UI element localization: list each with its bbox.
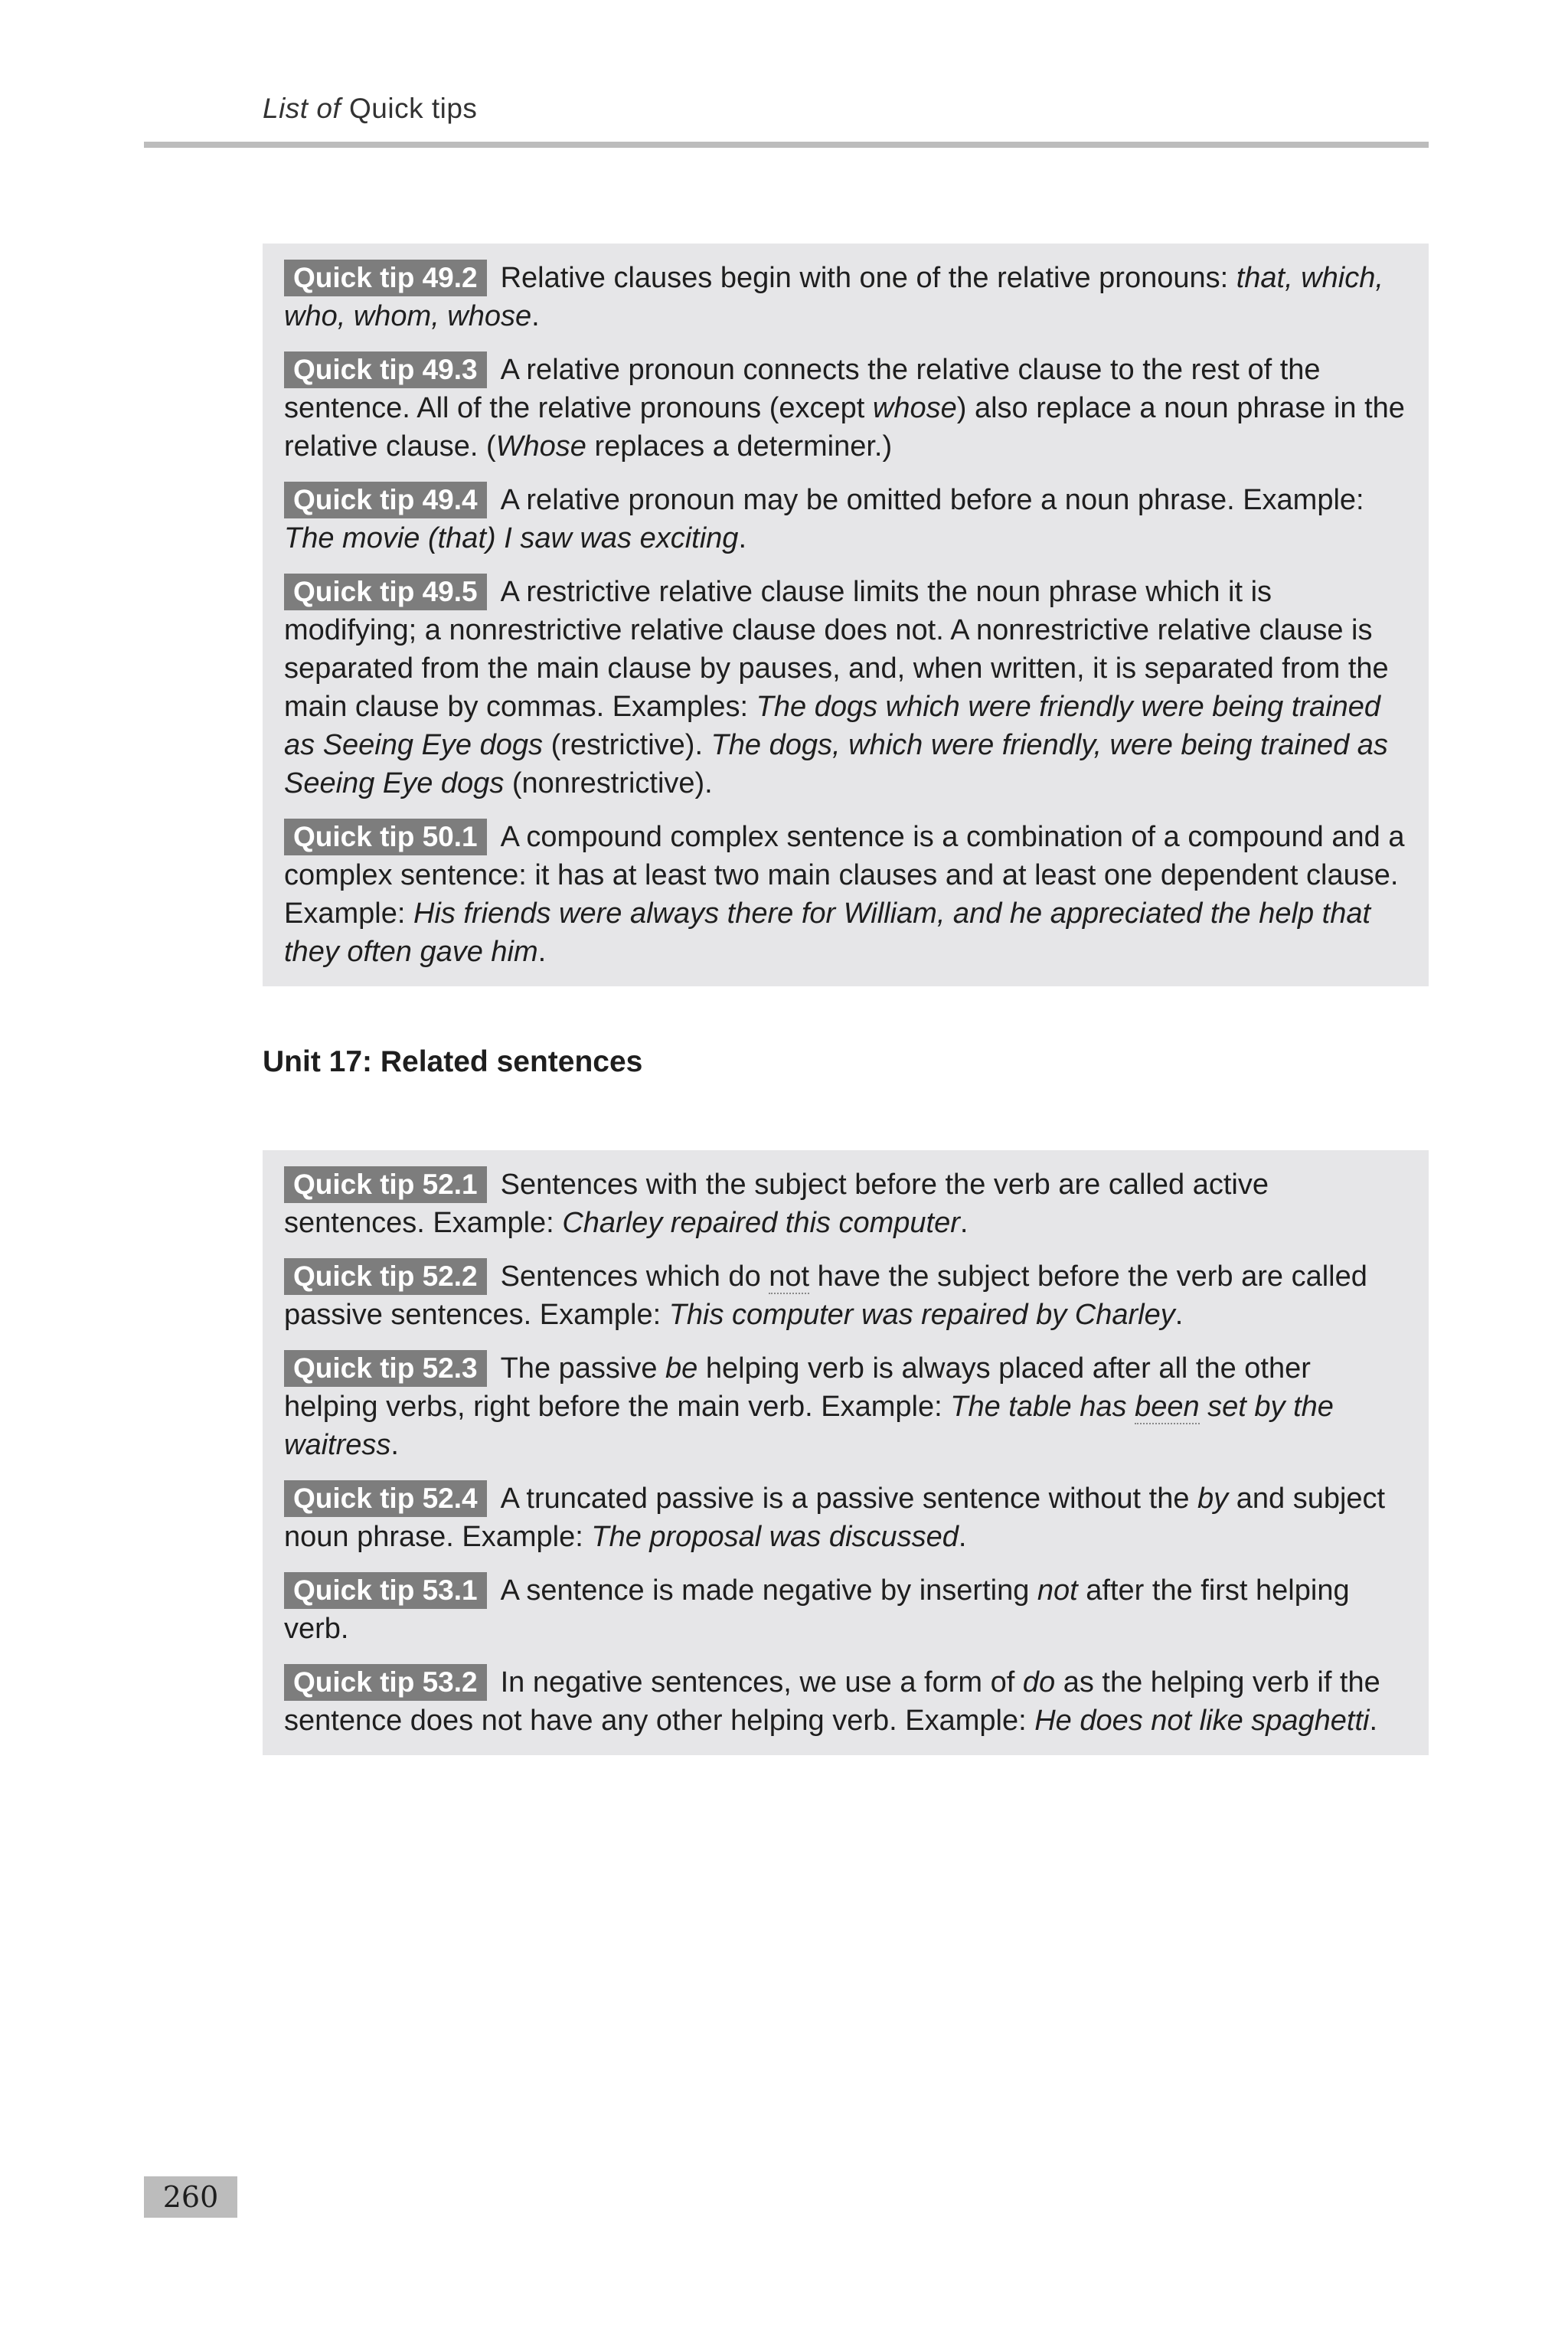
quick-tips-box-unit-16 [263, 244, 1429, 986]
quick-tip-text: The passive [500, 1352, 666, 1385]
quick-tip [284, 573, 1407, 803]
quick-tip-italic-text: Charley repaired this computer [562, 1207, 960, 1239]
quick-tip-label: Quick tip 53.2 [284, 1664, 487, 1701]
quick-tip-text: Sentences which do [500, 1260, 769, 1293]
quick-tip-italic-text: The dogs which were friendly were being trained as Seeing Eye dogs [284, 691, 1381, 761]
quick-tip-label: Quick tip 52.1 [284, 1166, 487, 1203]
quick-tip-text: . [959, 1207, 969, 1239]
quick-tip [284, 1479, 1407, 1556]
quick-tip-italic-text: His friends were always there for William, and he appreciated the help that they often gave him [284, 897, 1371, 968]
quick-tip-italic-text: Whose [495, 430, 586, 463]
quick-tips-box-unit-17 [263, 1150, 1429, 1755]
quick-tip-text: In negative sentences, we use a form of [500, 1666, 1023, 1699]
quick-tip-italic-text [1135, 1391, 1200, 1424]
quick-tip-text: A truncated passive is a passive sentence without the [500, 1483, 1198, 1515]
quick-tip-italic-text: The dogs, which were friendly, were being trained as Seeing Eye dogs [284, 729, 1388, 799]
quick-tip-italic-text: He does not like spaghetti [1034, 1705, 1370, 1737]
quick-tip-text: replaces a determiner.) [586, 430, 893, 463]
quick-tip-underlined-text: been [1135, 1391, 1200, 1423]
quick-tip-italic-text: do [1022, 1666, 1056, 1699]
quick-tip-label: Quick tip 52.2 [284, 1258, 487, 1295]
quick-tip-text: as the helping verb if the sentence does not have any other helping verb. Example: [284, 1666, 1380, 1737]
quick-tip-italic-text: that, which, who, whom, whose [284, 262, 1383, 332]
quick-tip-label: Quick tip 49.4 [284, 482, 487, 518]
section-heading: Unit 17: Related sentences [263, 1045, 643, 1078]
running-head-title: Quick tips [349, 93, 478, 124]
quick-tip-text: . [1369, 1705, 1378, 1737]
quick-tip [284, 818, 1407, 971]
quick-tip-text: A relative pronoun connects the relative clause to the rest of the sentence. All of the relative pronouns (except [284, 354, 1321, 424]
quick-tip [284, 351, 1407, 466]
quick-tip [284, 1349, 1407, 1464]
quick-tip-text: have the subject before the verb are called passive sentences. Example: [284, 1260, 1367, 1331]
quick-tip-text: A restrictive relative clause limits the noun phrase which it is modifying; a nonrestrictive relative clause does not. A nonrestrictive relative clause is separated from the main clause by pauses, and, when written, it is separated from the main clause by commas. Examples: [284, 576, 1389, 723]
quick-tip-italic-text: set by the waitress [284, 1391, 1334, 1461]
quick-tip-italic-text: be [665, 1352, 698, 1385]
quick-tip-text: ) also replace a noun phrase in the relative clause. ( [284, 392, 1405, 463]
quick-tip-label: Quick tip 49.3 [284, 351, 487, 388]
quick-tip [284, 481, 1407, 557]
running-head-italic: List of [263, 93, 341, 124]
header-rule [144, 142, 1429, 148]
quick-tip [284, 259, 1407, 335]
page-number: 260 [144, 2176, 237, 2218]
quick-tip-underlined-text: not [769, 1260, 810, 1293]
quick-tip-text: A compound complex sentence is a combination of a compound and a complex sentence: it has at least two main clauses and at least one dependent clause. Example: [284, 821, 1405, 930]
quick-tip-text: helping verb is always placed after all the other helping verbs, right before the main verb. Example: [284, 1352, 1311, 1423]
quick-tip-italic-text: This computer was repaired by Charley [668, 1299, 1175, 1331]
quick-tip-italic-text: not [1037, 1574, 1078, 1607]
quick-tip-text: . [537, 936, 547, 968]
quick-tip [284, 1663, 1407, 1740]
quick-tip-text: . [531, 300, 540, 332]
quick-tip-text: Relative clauses begin with one of the relative pronouns: [500, 262, 1236, 294]
quick-tip-italic-text: whose [872, 392, 957, 424]
quick-tip-label: Quick tip 50.1 [284, 819, 487, 855]
quick-tip-italic-text: by [1197, 1483, 1229, 1515]
quick-tip-italic-text: The table has [950, 1391, 1135, 1423]
quick-tip-label: Quick tip 52.3 [284, 1350, 487, 1387]
quick-tip [284, 1257, 1407, 1334]
quick-tip-text: . [958, 1521, 967, 1553]
quick-tip-text: . [1174, 1299, 1184, 1331]
quick-tip-label: Quick tip 49.2 [284, 260, 487, 296]
quick-tip-text: and subject noun phrase. Example: [284, 1483, 1386, 1553]
running-head [263, 90, 477, 127]
quick-tip-text: (restrictive). [543, 729, 711, 761]
quick-tip-label: Quick tip 52.4 [284, 1480, 487, 1517]
quick-tip-label: Quick tip 53.1 [284, 1572, 487, 1609]
quick-tip-text: . [390, 1429, 399, 1461]
quick-tip-italic-text: The proposal was discussed [591, 1521, 959, 1553]
quick-tip-text: A relative pronoun may be omitted before a noun phrase. Example: [500, 484, 1364, 516]
quick-tip [284, 1166, 1407, 1242]
quick-tip-text: A sentence is made negative by inserting [500, 1574, 1037, 1607]
quick-tip-italic-text: The movie (that) I saw was exciting [284, 522, 739, 554]
quick-tip-label: Quick tip 49.5 [284, 574, 487, 610]
quick-tip [284, 1571, 1407, 1648]
quick-tip-text: . [738, 522, 746, 554]
quick-tip-text: after the first helping verb. [284, 1574, 1350, 1645]
quick-tip-text: (nonrestrictive). [504, 767, 713, 799]
quick-tip-text: Sentences with the subject before the verb are called active sentences. Example: [284, 1169, 1269, 1239]
